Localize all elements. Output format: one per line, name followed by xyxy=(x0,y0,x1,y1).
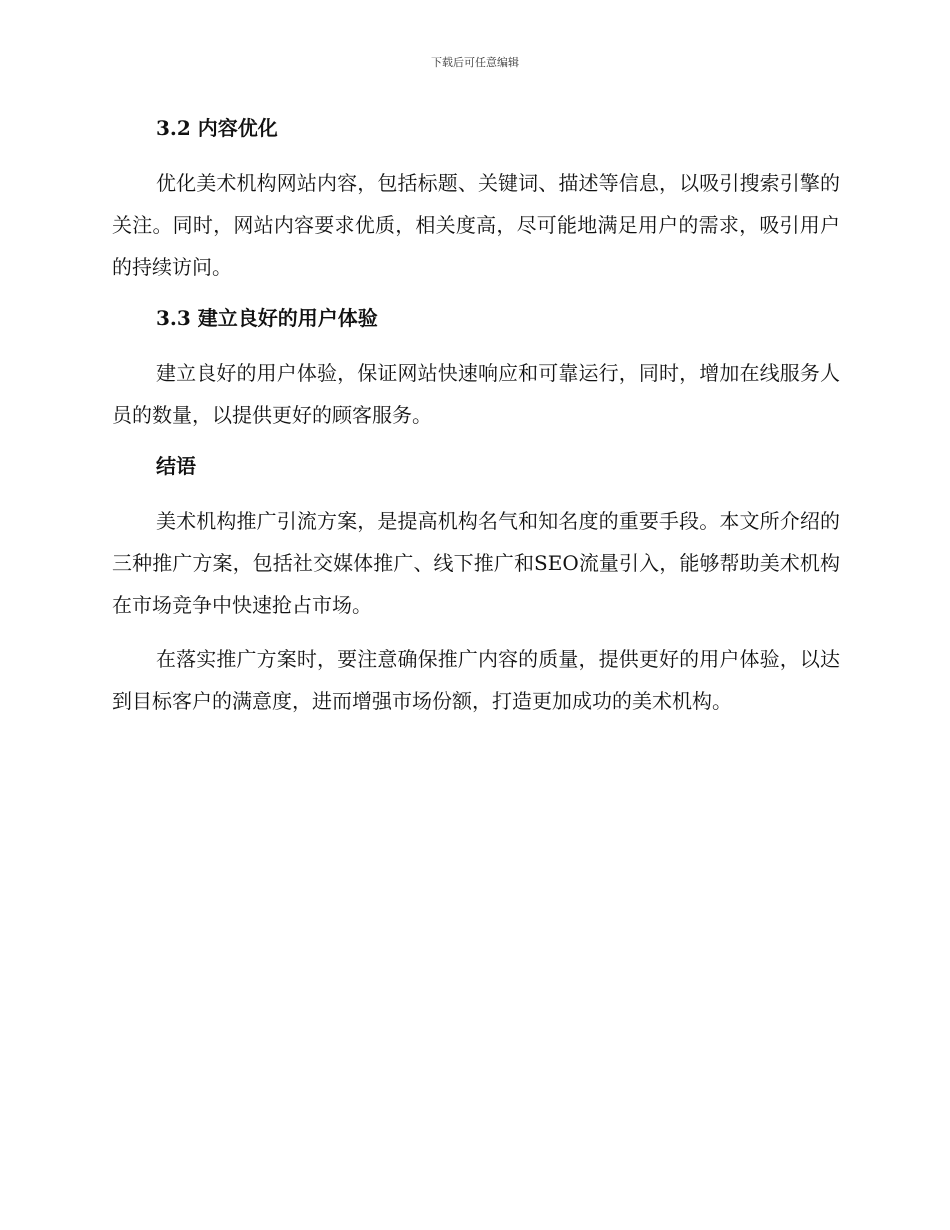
section-user-experience xyxy=(112,300,840,436)
section-conclusion xyxy=(112,448,840,722)
paragraph: 在落实推广方案时，要注意确保推广内容的质量，提供更好的用户体验，以达到目标客户的满意度，进而增强市场份额，打造更加成功的美术机构。 xyxy=(112,647,840,713)
section-heading: 3.3 建立良好的用户体验 xyxy=(156,306,378,330)
paragraph: 优化美术机构网站内容，包括标题、关键词、描述等信息，以吸引搜索引擎的关注。同时，网站内容要求优质，相关度高，尽可能地满足用户的需求，吸引用户的持续访问。 xyxy=(112,171,840,279)
section-heading: 3.2 内容优化 xyxy=(156,116,278,140)
paragraph: 美术机构推广引流方案，是提高机构名气和知名度的重要手段。本文所介绍的三种推广方案，包括社交媒体推广、线下推广和SEO流量引入，能够帮助美术机构在市场竞争中快速抢占市场。 xyxy=(112,509,840,617)
paragraph: 建立良好的用户体验，保证网站快速响应和可靠运行，同时，增加在线服务人员的数量，以提供更好的顾客服务。 xyxy=(112,361,840,427)
header-note: 下载后可任意编辑 xyxy=(431,56,519,69)
document-body xyxy=(112,110,840,734)
section-heading: 结语 xyxy=(156,454,196,478)
section-content-optimization xyxy=(112,110,840,288)
